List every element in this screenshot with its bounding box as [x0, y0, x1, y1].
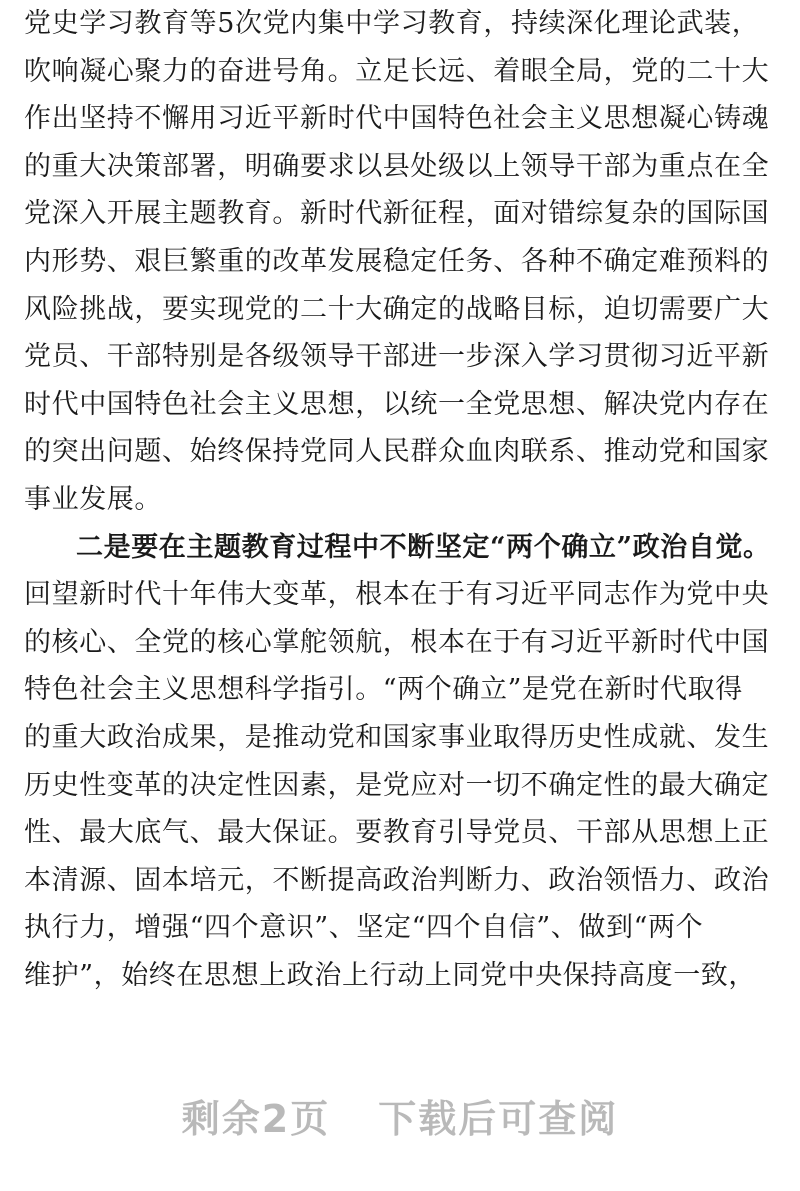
document-body: [24, 0, 784, 999]
paragraph-line: 特色社会主义思想科学指引。“两个确立”是党在新时代取得: [24, 674, 743, 706]
paragraph-line: 历史性变革的决定性因素，是党应对一切不确定性的最大确定: [24, 769, 770, 801]
paragraph-line: 回望新时代十年伟大变革，根本在于有习近平同志作为党中央: [24, 579, 770, 611]
paragraph-line: 维护”，始终在思想上政治上行动上同党中央保持高度一致，: [24, 959, 757, 991]
paragraph-line: 党史学习教育等5次党内集中学习教育，持续深化理论武装，: [24, 8, 760, 39]
download-prompt-banner[interactable]: [0, 1088, 800, 1143]
paragraph-line: 的核心、全党的核心掌舵领航，根本在于有习近平新时代中国: [24, 626, 770, 658]
paragraph-line: 党员、干部特别是各级领导干部进一步深入学习贯彻习近平新: [24, 341, 770, 373]
paragraph-line: 吹响凝心聚力的奋进号角。立足长远、着眼全局，党的二十大: [24, 55, 770, 87]
paragraph-line: 的突出问题、始终保持党同人民群众血肉联系、推动党和国家: [24, 436, 770, 468]
section-heading: 二是要在主题教育过程中不断坚定“两个确立”政治自觉。: [76, 531, 771, 563]
paragraph-line: 本清源、固本培元，不断提高政治判断力、政治领悟力、政治: [24, 864, 770, 896]
paragraph-line: 作出坚持不懈用习近平新时代中国特色社会主义思想凝心铸魂: [24, 103, 770, 135]
paragraph-line: 执行力，增强“四个意识”、坚定“四个自信”、做到“两个: [24, 912, 704, 944]
paragraph-line: 党深入开展主题教育。新时代新征程，面对错综复杂的国际国: [24, 198, 770, 230]
paragraph-line: 事业发展。: [24, 483, 162, 515]
paragraph-line: 时代中国特色社会主义思想，以统一全党思想、解决党内存在: [24, 388, 770, 420]
paragraph-line: 的重大政治成果，是推动党和国家事业取得历史性成就、发生: [24, 721, 770, 753]
download-to-view-label: 下载后可查阅: [378, 1097, 619, 1141]
paragraph-line: 的重大决策部署，明确要求以县处级以上领导干部为重点在全: [24, 150, 770, 182]
paragraph-line: 内形势、艰巨繁重的改革发展稳定任务、各种不确定难预料的: [24, 245, 770, 277]
remaining-pages-label: 剩余2页: [181, 1097, 331, 1141]
paragraph-line: 性、最大底气、最大保证。要教育引导党员、干部从思想上正: [24, 817, 770, 849]
paragraph-line: 风险挑战，要实现党的二十大确定的战略目标，迫切需要广大: [24, 293, 770, 325]
